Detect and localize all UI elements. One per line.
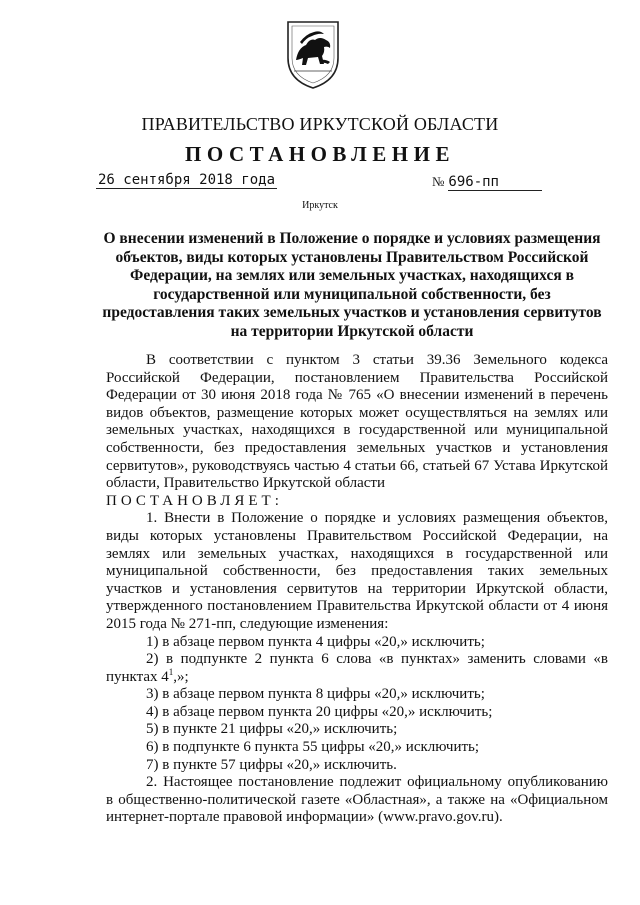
item-2-paragraph: 2. Настоящее постановление подлежит официальному опубликованию в общественно-политической газете «Областная», а также на «Официальном интернет-портале правовой информации» (www.pravo.gov.ru). (106, 774, 608, 826)
subitem-2-superscript: 1 (168, 666, 174, 677)
document-title: О внесении изменений в Положение о порядке и условиях размещения объектов, виды которых установлены Правительством Российской Федерации, на землях или земельных участках, находящихся в государственной или муниципальной собственности, без предоставления таких земельных участков и установления сервитутов на территории Иркутской области (102, 230, 602, 340)
item-1-paragraph: 1. Внести в Положение о порядке и условиях размещения объектов, виды которых установлены Правительством Российской Федерации, на землях или земельных участках, находящихся в государственной или муниципальной собственности, без предоставления таких земельных участков и установления сервитутов на территории Иркутской области, утвержденного постановлением Правительства Иркутской области от 4 июня 2015 года № 271-пп, следующие изменения: (106, 510, 608, 632)
document-body (106, 352, 608, 827)
subitem-4: 4) в абзаце первом пункта 20 цифры «20,» исключить; (146, 703, 493, 720)
preamble-paragraph: В соответствии с пунктом 3 статьи 39.36 Земельного кодекса Российской Федерации, постановлением Правительства Российской Федерации от 30 июня 2018 года № 765 «О внесении изменений в перечень видов объектов, размещение которых может осуществляться на землях или земельных участках, находящихся в государственной или муниципальной собственности, без предоставления земельных участков и установления сервитутов», руководствуясь частью 4 статьи 66, статьей 67 Устава Иркутской области, Правительство Иркутской области (106, 352, 608, 492)
subitem-2 (106, 651, 608, 686)
organization-name: ПРАВИТЕЛЬСТВО ИРКУТСКОЙ ОБЛАСТИ (141, 114, 499, 134)
subitem-1: 1) в абзаце первом пункта 4 цифры «20,» исключить; (146, 633, 485, 650)
subitem-2-text: 2) в подпункте 2 пункта 6 слова «в пунктах» заменить словами «в пунктах 4 (106, 651, 608, 685)
document-type: ПОСТАНОВЛЕНИЕ (185, 142, 455, 166)
irkutsk-coat-of-arms-icon (284, 18, 342, 90)
number-symbol: № (432, 174, 445, 189)
subitem-7: 7) в пункте 57 цифры «20,» исключить. (146, 756, 397, 773)
document-number-block (432, 174, 542, 191)
subitem-5: 5) в пункте 21 цифры «20,» исключить; (146, 721, 398, 738)
decree-word: ПОСТАНОВЛЯЕТ: (106, 492, 283, 509)
document-number: 696-пп (448, 174, 542, 191)
document-date: 26 сентября 2018 года (98, 172, 276, 188)
subitem-2-tail: ,»; (173, 668, 189, 685)
city-name: Иркутск (302, 200, 338, 211)
subitem-3: 3) в абзаце первом пункта 8 цифры «20,» исключить; (146, 686, 485, 703)
subitem-6: 6) в подпункте 6 пункта 55 цифры «20,» исключить; (146, 739, 480, 756)
